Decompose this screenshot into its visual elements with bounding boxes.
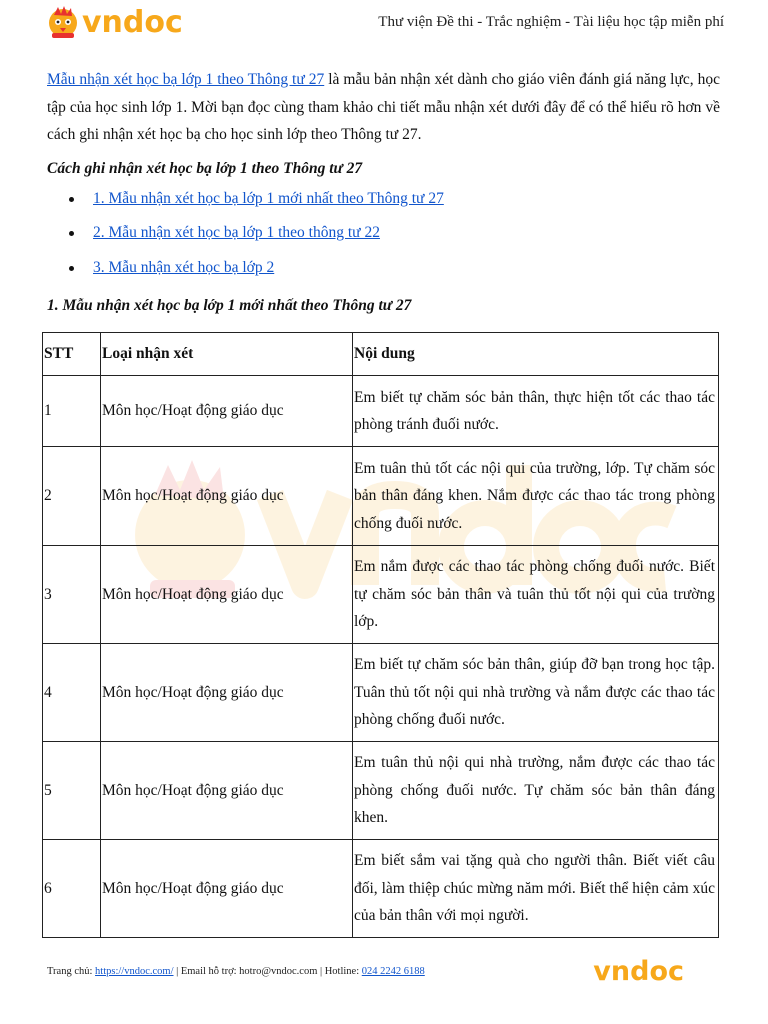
toc-heading: Cách ghi nhận xét học bạ lớp 1 theo Thông tư 27 [47,159,363,177]
toc-item [93,222,720,244]
footer-hotline-link[interactable]: 024 2242 6188 [361,966,425,977]
toc-link-2[interactable]: 2. Mẫu nhận xét học bạ lớp 1 theo thông tư 22 [93,224,380,241]
cell-stt: 1 [43,376,101,447]
intro-link[interactable]: Mẫu nhận xét học bạ lớp 1 theo Thông tư 27 [47,71,325,88]
toc-link-1[interactable]: 1. Mẫu nhận xét học bạ lớp 1 mới nhất theo Thông tư 27 [93,189,444,207]
cell-type: Môn học/Hoạt động giáo dục [101,840,353,938]
footer-home-link[interactable]: https://vndoc.com/ [95,966,174,977]
header-type: Loại nhận xét [101,333,353,376]
cell-type: Môn học/Hoạt động giáo dục [101,742,353,840]
vndoc-logo[interactable] [46,4,183,40]
table-row [43,546,719,644]
header-content: Nội dung [353,333,719,376]
cell-content: Em biết tự chăm sóc bản thân, thực hiện tốt các thao tác phòng tránh đuối nước. [353,376,719,447]
cell-type: Môn học/Hoạt động giáo dục [101,546,353,644]
cell-stt: 4 [43,644,101,742]
bullet-icon [69,231,74,236]
toc-item [93,188,720,210]
header-stt: STT [43,333,101,376]
cell-type: Môn học/Hoạt động giáo dục [101,376,353,447]
table-of-contents [47,188,720,279]
table-row [43,447,719,546]
cell-stt: 6 [43,840,101,938]
table-row [43,840,719,938]
cell-stt: 3 [43,546,101,644]
cell-type: Môn học/Hoạt động giáo dục [101,447,353,546]
cell-content: Em tuân thủ tốt các nội qui của trường, lớp. Tự chăm sóc bản thân đáng khen. Nắm được các thao tác trong phòng chống đuối nước. [353,447,719,546]
footer-email: | Email hỗ trợ: hotro@vndoc.com | Hotline: [173,966,362,977]
intro-text: là mẫu bản nhận xét dành cho giáo viên đánh giá năng lực, học tập của học sinh lớp 1. Mời bạn đọc cùng tham khảo chi tiết mẫu nhận xét dưới đây để có thể hiểu rõ hơn về cách ghi nhận xét học bạ cho học sinh lớp theo Thông tư 27. [47,71,720,143]
cell-stt: 5 [43,742,101,840]
table-header-row [43,333,719,376]
header-tagline: Thư viện Đề thi - Trắc nghiệm - Tài liệu học tập miễn phí [378,14,724,30]
table-heading: 1. Mẫu nhận xét học bạ lớp 1 mới nhất theo Thông tư 27 [47,297,412,314]
cell-type: Môn học/Hoạt động giáo dục [101,644,353,742]
document-body [47,66,720,291]
cell-content: Em nắm được các thao tác phòng chống đuối nước. Biết tự chăm sóc bản thân và tuân thủ tốt nội qui của trường lớp. [353,546,719,644]
page-header [0,0,768,48]
toc-link-3[interactable]: 3. Mẫu nhận xét học bạ lớp 2 [93,258,275,276]
table-row [43,742,719,840]
toc-item [93,257,720,279]
logo-text: vndoc [82,4,183,40]
table-row [43,644,719,742]
mascot-icon [46,5,80,39]
table-row [43,376,719,447]
bullet-icon [69,266,74,271]
bullet-icon [69,197,74,202]
cell-content: Em biết sắm vai tặng quà cho người thân. Biết viết câu đối, làm thiệp chúc mừng năm mới. Biết thể hiện cảm xúc của bản thân với mọi người. [353,840,719,938]
footer-logo: vndoc [593,956,684,987]
cell-content: Em biết tự chăm sóc bản thân, giúp đỡ bạn trong học tập. Tuân thủ tốt nội qui nhà trường và nắm được các thao tác phòng chống đuối nước. [353,644,719,742]
intro-paragraph [47,66,720,149]
comments-table [42,332,719,938]
footer-home-label: Trang chủ: [47,966,96,977]
page-footer [47,966,425,977]
cell-stt: 2 [43,447,101,546]
cell-content: Em tuân thủ nội qui nhà trường, nắm được các thao tác phòng chống đuối nước. Tự chăm sóc bản thân đáng khen. [353,742,719,840]
